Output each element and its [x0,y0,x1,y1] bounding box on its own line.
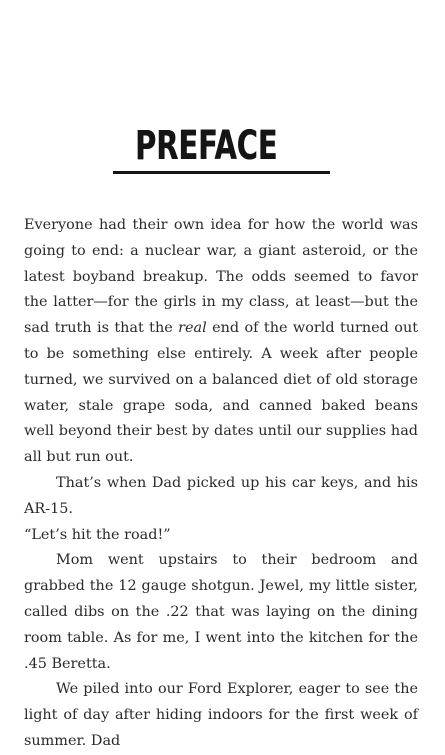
paragraph-1 [24,213,418,471]
paragraph-1-text-start: Everyone had their own idea for how the world was going to end: a nuclear war, a giant asteroid, or the latest boyband breakup. The odds seemed to favor the latter—for the girls in my class, at least—but the sad truth is that the [24,217,418,337]
paragraph-3: Mom went upstairs to their bedroom and grabbed the 12 gauge shotgun. Jewel, my little sister, called dibs on the .22 that was laying on the dining room table. As for me, I went into the kitchen for the .45 Beretta. [24,552,418,672]
heading-underline [113,171,330,174]
paragraph-1-text-end: end of the world turned out to be something else entirely. A week after people turned, we survived on a balanced diet of old storage water, stale grape soda, and canned baked beans well beyond their best by dates until our supplies had all but run out. [24,320,418,466]
paragraph-4: We piled into our Ford Explorer, eager to see the light of day after hiding indoors for the first week of summer. Dad [24,681,418,749]
paragraph-1-emphasis: real [178,320,207,337]
chapter-title: PREFACE [135,123,278,169]
chapter-body [24,213,418,755]
chapter-heading [113,122,330,170]
paragraph-2: That’s when Dad picked up his car keys, and his AR-15. [24,474,418,517]
dialogue-line: “Let’s hit the road!” [24,526,171,543]
